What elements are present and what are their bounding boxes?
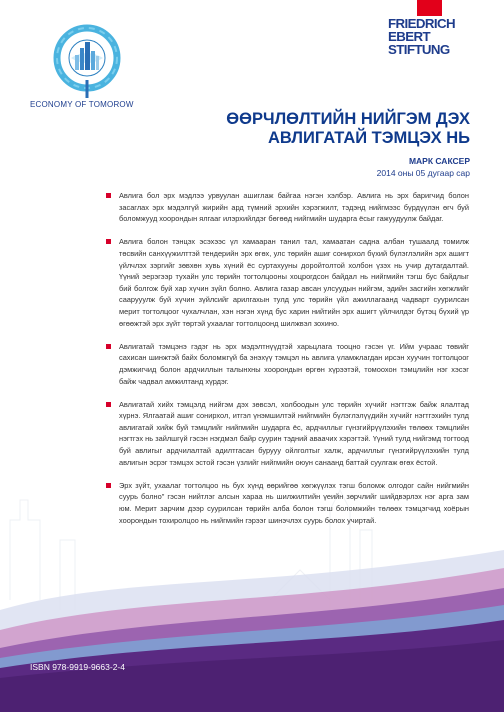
paragraph-text: Авлигатай хийх тэмцэлд нийгэм дэх зөвсэл, холбоодын улс төрийн хүчийг нэгтгэж байж ялалтад хүрнэ. Ялгаатай ашиг сонирхол, итгэл үнэмшилтэй нийгмийн бүлэглэлүүдийн хүчийг нэгтгэхийн тулд авлигатай хийж буй тэмцлийг нийгмийн шударга ёс, ардчиллыг гүнзгийрүүлэхийн төлөөх тэмцлийн нэгтгэх нь зайлшгүй гэсэн нэгдмэл байр суурин тэдний аваачих хэрэгтэй. Үүний тулд нийгэмд тогтоод буй авлигыг ардчилалтай адилтгасан бурууу ойлголтыг халж, ардчиллыг гүнзгийрүүлэхийн тулд авлигын эсрэг тэмцэх эстой гэсэн үзлийг нийгмийн оюун санаанд баттай суулгаж өгөх ёстой. [119, 399, 469, 467]
bullet-marker [106, 239, 111, 244]
document-title [150, 110, 470, 148]
title-line-1: ӨӨРЧЛӨЛТИЙН НИЙГЭМ ДЭХ [226, 110, 470, 128]
bullet-marker [106, 193, 111, 198]
fes-line-2: EBERT [388, 29, 431, 44]
fes-red-block [417, 0, 442, 16]
fes-line-1: FRIEDRICH [388, 16, 455, 31]
logo-tagline: ECONOMY OF TOMOROW [30, 100, 134, 109]
isbn-number: ISBN 978-9919-9663-2-4 [30, 662, 125, 672]
paragraph-3 [119, 341, 469, 387]
paragraph-text: Авлигатай тэмцэнэ гэдэг нь эрх мэдэлтнүүдтэй харьцлага тооцно гэсэн үг. Ийм учраас төвийг сахисан шинжтэй байх боломжгүй ба энэхүү тэмцэл нь авлига үламжлагдан ирсэн хуучин тогтолцоог дэмжигчид болон ардчиллын талынхны хоорондын өргөн хүрээтэй, томоохон тэмцлийн нэг хэсэг байж чадвал амжилтанд хүрдэг. [119, 341, 469, 386]
bullet-marker [106, 402, 111, 407]
paragraph-1 [119, 190, 469, 225]
paragraph-2 [119, 236, 469, 329]
paragraph-4 [119, 399, 469, 469]
fes-logo [388, 0, 470, 72]
paragraph-text: Авлига болон тэнцэх эсэхээс үл хамааран танил тал, хамаатан садна албан тушаалд томилж төсвийн санхүүжилттэй тендерийн эрх өгөх, улс төрийн ашиг сонирхол бүхий бүлэглэлийн эрх ашигт үйлчлэх зэргийг зөвхөн хувь хүний ёс суртахууны доройтолтой холбон үзэх нь учир дутагдалтай. Үүний эерэгээр тухайн улс төрийн тогтолцооны хоцрогдсон байдал нь нийгмийн тэгш бус байдлыг бий болгож буй хар хүчин зүйл болно. Авлига газар авсан улсуудын нийгэм, эдийн засгийн хөгжлийг саарууулж буй хүчин зүйлсийг арилгахын тулд улс төрийн үйл ажиллагаанд чадварт суурилсан мерит тогтолцоог чухалчлан, хэн нэгэн хүнд бус харин нийтийн эрх ашигт үйлчилдэг бүтэц бүхий үр өгөөжтэй эрх зүйт төртэй ухаалаг тогтолцоонд шилжвэл зохино. [119, 237, 469, 328]
body-text [119, 190, 469, 538]
publication-date: 2014 оны 05 дугаар сар [376, 168, 470, 178]
author-name: МАРК САКСЕР [408, 156, 470, 166]
paragraph-text: Авлига бол эрх мэдлээ урвуулан ашиглаж байгаа нэгэн хэлбэр. Авлига нь эрх баригчид болон засаглах эрх мэдэлгүй жирийн ард түмний эрхийн хэрэгжилт, тэдэнд нийгмээс бүрдүүлэн өгч буй боломжууд хоорондын ялгааг илэрхийлдэг бөгөөд нийгмийн шударга ёсыг гажуудуулж байдаг. [119, 191, 469, 224]
title-line-2: АВЛИГАТАЙ ТЭМЦЭХ НЬ [268, 129, 470, 147]
fes-line-3: STIFTUNG [388, 42, 450, 57]
paragraph-text: Эрх зүйт, ухаалаг тогтолцоо нь бух хүнд өөрийгөө хөгжүүлэх тэгш боломж олгодог сайн нийгмийн суурь болно" гэсэн нийтлэг алсын хараа нь шилжилтийн үеийн зөрчлийг шийдвэрлэх нэг арга зам юм. Мерит зарчим дээр суурилсан төрийн алба болон тэгш боломжийн төлөөх тэмцэгчид хоёрын хоорондын тохиролцоо нь нийгмийн гэрээг шинэчлэх суурь болох учиртай. [119, 480, 469, 525]
economy-of-tomorrow-logo [42, 18, 132, 100]
bullet-marker [106, 483, 111, 488]
paragraph-5 [119, 480, 469, 526]
bullet-marker [106, 344, 111, 349]
